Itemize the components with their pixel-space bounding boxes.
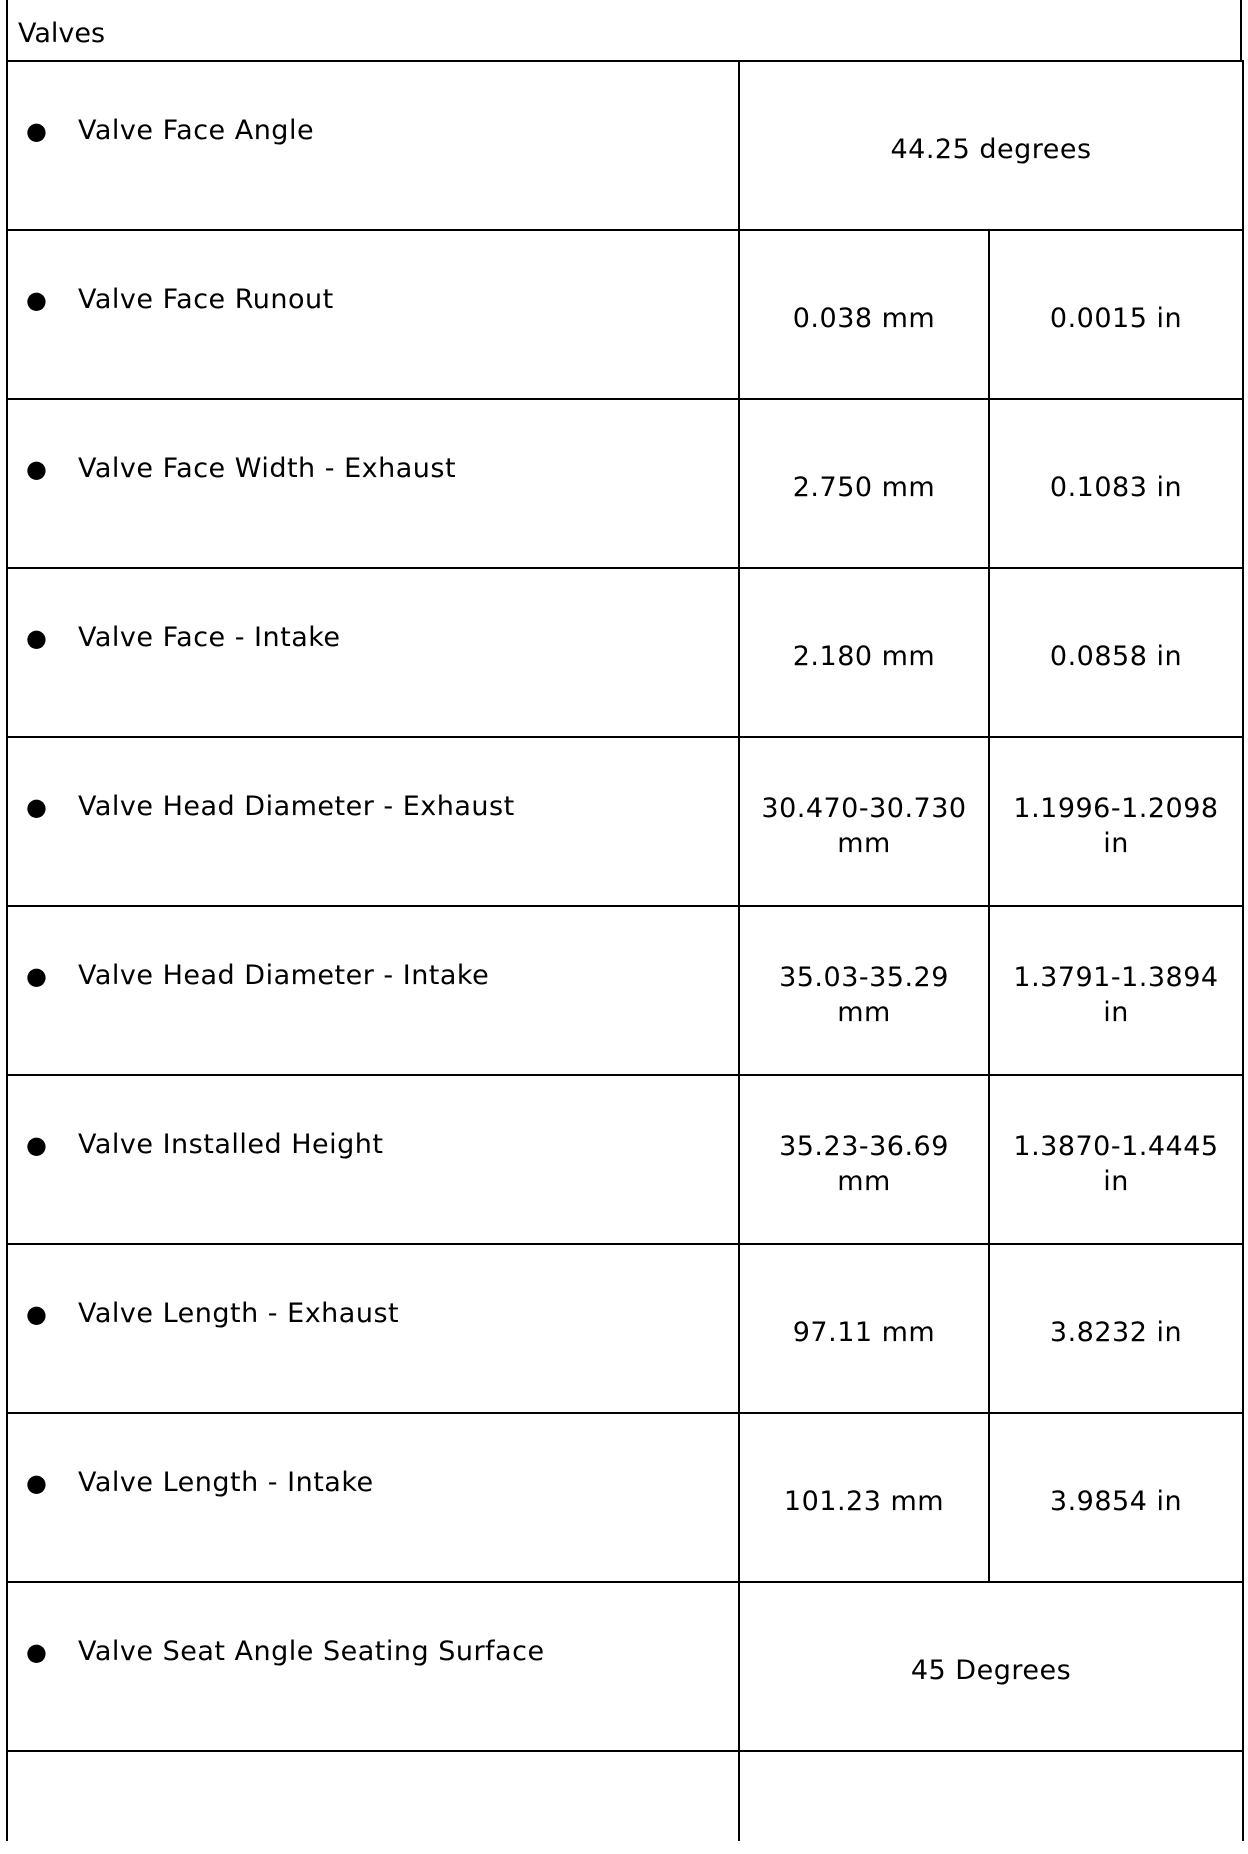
bullet-icon: ● bbox=[26, 1469, 48, 1497]
spec-name-cell bbox=[7, 1582, 739, 1751]
table-row bbox=[7, 1244, 1243, 1413]
spec-value-mm-cell bbox=[739, 1244, 989, 1413]
spec-value-in: 3.9854 in bbox=[1049, 1486, 1183, 1517]
spec-value-mm-cell bbox=[739, 737, 989, 906]
table-row bbox=[7, 906, 1243, 1075]
spec-value-combined bbox=[739, 1582, 1243, 1751]
bullet-icon: ● bbox=[26, 117, 48, 145]
spec-value-mm: 35.03-35.29 mm bbox=[779, 961, 949, 1028]
spec-value-in: 0.0015 in bbox=[1049, 303, 1183, 334]
empty-cell bbox=[7, 1751, 739, 1841]
spec-name-cell bbox=[7, 737, 739, 906]
spec-value-in: 3.8232 in bbox=[1049, 1317, 1183, 1348]
spec-name: Valve Face Width - Exhaust bbox=[78, 453, 457, 484]
spec-name-cell bbox=[7, 568, 739, 737]
spec-value-in-cell bbox=[989, 1075, 1243, 1244]
spec-value-in-cell bbox=[989, 1413, 1243, 1582]
spec-value-in-cell bbox=[989, 568, 1243, 737]
bullet-icon: ● bbox=[26, 286, 48, 314]
spec-name: Valve Face - Intake bbox=[78, 622, 341, 653]
spec-name: Valve Seat Angle Seating Surface bbox=[78, 1636, 545, 1667]
spec-name: Valve Head Diameter - Exhaust bbox=[78, 791, 515, 822]
spec-name-cell bbox=[7, 906, 739, 1075]
spec-value-mm-cell bbox=[739, 1075, 989, 1244]
spec-value-in: 1.3870-1.4445 in bbox=[1013, 1130, 1219, 1197]
bullet-icon: ● bbox=[26, 1638, 48, 1666]
table-row bbox=[7, 399, 1243, 568]
bullet-icon: ● bbox=[26, 624, 48, 652]
spec-value-mm: 35.23-36.69 mm bbox=[779, 1130, 949, 1197]
spec-name: Valve Installed Height bbox=[78, 1129, 384, 1160]
spec-value-in: 1.3791-1.3894 in bbox=[1013, 961, 1219, 1028]
spec-name-cell bbox=[7, 61, 739, 230]
spec-value-in-cell bbox=[989, 230, 1243, 399]
section-title: Valves bbox=[18, 18, 106, 49]
spec-value-mm: 0.038 mm bbox=[792, 303, 936, 334]
spec-value-mm-cell bbox=[739, 1413, 989, 1582]
spec-name-cell bbox=[7, 230, 739, 399]
bullet-icon: ● bbox=[26, 1131, 48, 1159]
spec-value-in-cell bbox=[989, 906, 1243, 1075]
spec-name: Valve Face Runout bbox=[78, 284, 334, 315]
table-row bbox=[7, 568, 1243, 737]
spec-value-mm-cell bbox=[739, 906, 989, 1075]
spec-name-cell bbox=[7, 1075, 739, 1244]
spec-name-cell bbox=[7, 399, 739, 568]
section-header bbox=[6, 0, 1242, 62]
spec-value-in-cell bbox=[989, 737, 1243, 906]
spec-value-in: 0.1083 in bbox=[1049, 472, 1183, 503]
table-row-empty bbox=[7, 1751, 1243, 1841]
table-row bbox=[7, 737, 1243, 906]
table-row bbox=[7, 1075, 1243, 1244]
spec-name: Valve Head Diameter - Intake bbox=[78, 960, 490, 991]
spec-value-in-cell bbox=[989, 399, 1243, 568]
bullet-icon: ● bbox=[26, 455, 48, 483]
spec-value-mm: 2.180 mm bbox=[792, 641, 936, 672]
spec-value-mm: 30.470-30.730 mm bbox=[761, 792, 967, 859]
spec-name: Valve Length - Intake bbox=[78, 1467, 374, 1498]
spec-name: Valve Face Angle bbox=[78, 115, 315, 146]
bullet-icon: ● bbox=[26, 793, 48, 821]
spec-value: 45 Degrees bbox=[910, 1655, 1072, 1686]
table-row bbox=[7, 1582, 1243, 1751]
spec-value-in: 1.1996-1.2098 in bbox=[1013, 792, 1219, 859]
spec-value-mm-cell bbox=[739, 399, 989, 568]
spec-name-cell bbox=[7, 1244, 739, 1413]
table-row bbox=[7, 230, 1243, 399]
table-row bbox=[7, 1413, 1243, 1582]
spec-value-mm: 97.11 mm bbox=[792, 1317, 936, 1348]
spec-value-mm-cell bbox=[739, 230, 989, 399]
spec-value: 44.25 degrees bbox=[890, 134, 1092, 165]
spec-value-in-cell bbox=[989, 1244, 1243, 1413]
spec-value-combined bbox=[739, 61, 1243, 230]
spec-name-cell bbox=[7, 1413, 739, 1582]
spec-value-mm-cell bbox=[739, 568, 989, 737]
bullet-icon: ● bbox=[26, 1300, 48, 1328]
spec-name: Valve Length - Exhaust bbox=[78, 1298, 400, 1329]
spec-value-mm: 2.750 mm bbox=[792, 472, 936, 503]
bullet-icon: ● bbox=[26, 962, 48, 990]
spec-value-mm: 101.23 mm bbox=[783, 1486, 945, 1517]
spec-value-in: 0.0858 in bbox=[1049, 641, 1183, 672]
empty-cell bbox=[739, 1751, 1243, 1841]
table-row bbox=[7, 61, 1243, 230]
valve-spec-table bbox=[6, 60, 1244, 1841]
